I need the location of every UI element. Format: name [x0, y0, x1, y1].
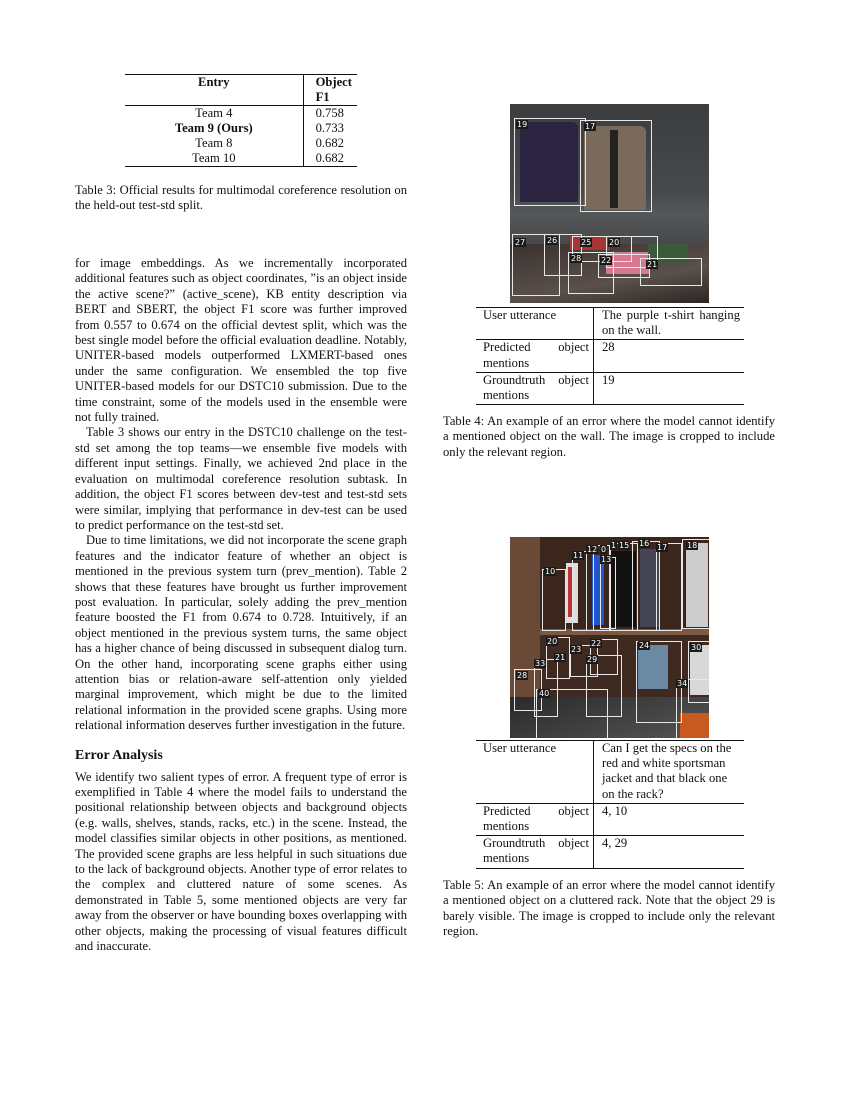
table-row [125, 106, 357, 122]
table-row [476, 741, 744, 804]
entry-cell: Team 10 [125, 151, 303, 167]
box-label: 10 [545, 567, 556, 576]
row-key: Groundtruth object mentions [476, 372, 594, 404]
box-label: 24 [639, 641, 650, 650]
box-label: 12 [587, 545, 598, 554]
row-key: Predicted object mentions [476, 803, 594, 835]
row-key: User utterance [476, 741, 594, 804]
f1-cell: 0.682 [315, 136, 344, 150]
table-row [476, 803, 744, 835]
table-row [476, 836, 744, 868]
row-key: User utterance [476, 308, 594, 340]
box-label: 40 [539, 689, 550, 698]
box-label: 25 [581, 238, 592, 247]
box-label: 19 [517, 120, 528, 129]
box-label: 1 [611, 541, 617, 550]
box-label: 26 [547, 236, 558, 245]
box-label: 28 [517, 671, 528, 680]
paragraph: for image embeddings. As we incrementally incorporated additional features such as object coordinates, ”is an object inside the active scene?” (active_scene), KB entity description via BERT and SBERT, the object F1 score was further improved from 0.557 to 0.674 on the official devtest split, which was the best single model before the official evaluation deadline. Notably, UNITER-based models outperformed LXMERT-based ones under the same configuration. We ensembled the top five UNITER-based models for our DSTC10 submission. Due to the time constraint, some of the models used in the ensemble were not fully trained. [75, 256, 407, 425]
row-value: 19 [602, 372, 615, 387]
scene-image-table-5 [510, 537, 709, 738]
table-row [476, 340, 744, 372]
box-label: 17 [585, 122, 596, 131]
box-label: 22 [591, 639, 602, 648]
table-5 [476, 740, 744, 869]
row-value: 4, 29 [602, 836, 628, 851]
row-key: Groundtruth object mentions [476, 836, 594, 868]
box-label: 16 [639, 539, 650, 548]
box-label: 11 [573, 551, 584, 560]
f1-cell: 0.733 [315, 121, 344, 135]
row-value: 28 [602, 340, 615, 355]
f1-cell: 0.758 [315, 106, 344, 120]
box-label: 21 [647, 260, 658, 269]
table-3 [125, 74, 357, 167]
table-row [125, 136, 357, 151]
row-value: 4, 10 [602, 803, 628, 818]
box-label: 22 [601, 256, 612, 265]
row-value: Can I get the specs on the red and white sportsman jacket and that black one on the rack? [602, 741, 732, 801]
table-3-caption: Table 3: Official results for multimodal coreference resolution on the held-out test-std split. [75, 183, 407, 213]
header-entry: Entry [125, 75, 303, 106]
box-label: 20 [547, 637, 558, 646]
box-label: 15 [619, 541, 630, 550]
scene-image-table-4 [510, 104, 709, 303]
entry-cell: Team 8 [125, 136, 303, 151]
table-4-caption: Table 4: An example of an error where the model cannot identify a mentioned object on the wall. The image is cropped to include only the relevant region. [443, 414, 775, 459]
box-label: 17 [657, 543, 668, 552]
box-label: 29 [587, 655, 598, 664]
table-4 [476, 307, 744, 405]
box-label: 13 [601, 555, 612, 564]
table-row [125, 151, 357, 167]
table-row [476, 308, 744, 340]
left-column-text [75, 256, 407, 954]
box-label: 23 [571, 645, 582, 654]
box-label: 18 [687, 541, 698, 550]
paragraph: Due to time limitations, we did not incorporate the scene graph features and the indicator feature of whether an object is mentioned in the previous system turn (prev_mention). Table 2 shows that these features have brought us further improvement post evaluation. In particular, solely adding the prev_mention feature boosted the F1 from 0.674 to 0.728. Intuitively, if an object mentioned in the previous system turns, the same object has a higher chance of being discussed in subsequent dialog turn. On the other hand, incorporating scene graphs either using attention bias or relation-aware self-attention only yielded marginal improvement, which might be due to the limited relational information in the provided scene graphs. Using more relational information deserves further investigation in the future. [75, 533, 407, 733]
f1-cell: 0.682 [303, 151, 357, 167]
box-label: 34 [677, 679, 688, 688]
entry-cell: Team 9 (Ours) [125, 121, 303, 136]
paragraph: We identify two salient types of error. A frequent type of error is exemplified in Table 4 where the model fails to understand the positional relationship between objects and background objects (e.g. walls, shelves, stands, racks, etc.) in the scene. Instead, the model classifies similar objects in other positions, as mentioned. The provided scene graphs are less helpful in such situations due to the lack of background objects. Another type of error relates to the complex and cluttered nature of some scenes. As demonstrated in Table 5, some mentioned objects are very far away from the observer or have bounding boxes overlapping with other objects, making the processing of visual features difficult and inaccurate. [75, 769, 407, 954]
paragraph: Table 3 shows our entry in the DSTC10 challenge on the test-std set among the top teams—we ensemble five models with different input settings. Finally, we achieved 2nd place in the evaluation on multimodal coreference resolution subtask. In addition, the object F1 scores between dev-test and test-std sets were similar, implying that performance in dev-test can be used to predict performance on the test-std set. [75, 425, 407, 532]
box-label: 27 [515, 238, 526, 247]
box-label: 33 [535, 659, 546, 668]
box-label: 28 [571, 254, 582, 263]
section-title-error-analysis: Error Analysis [75, 747, 163, 763]
box-label: 20 [609, 238, 620, 247]
header-object-f1: Object F1 [303, 75, 357, 106]
box-label: 0 [601, 545, 607, 554]
table-5-caption: Table 5: An example of an error where the model cannot identify a mentioned object on a cluttered rack. Note that the object 29 is barely visible. The image is cropped to include only the relevant region. [443, 878, 775, 939]
row-value: The purple t-shirt hanging on the wall. [602, 308, 740, 338]
row-key: Predicted object mentions [476, 340, 594, 372]
table-row [125, 121, 357, 136]
box-label: 21 [555, 653, 566, 662]
table-row [476, 372, 744, 404]
box-label: 30 [691, 643, 702, 652]
entry-cell: Team 4 [125, 106, 303, 122]
